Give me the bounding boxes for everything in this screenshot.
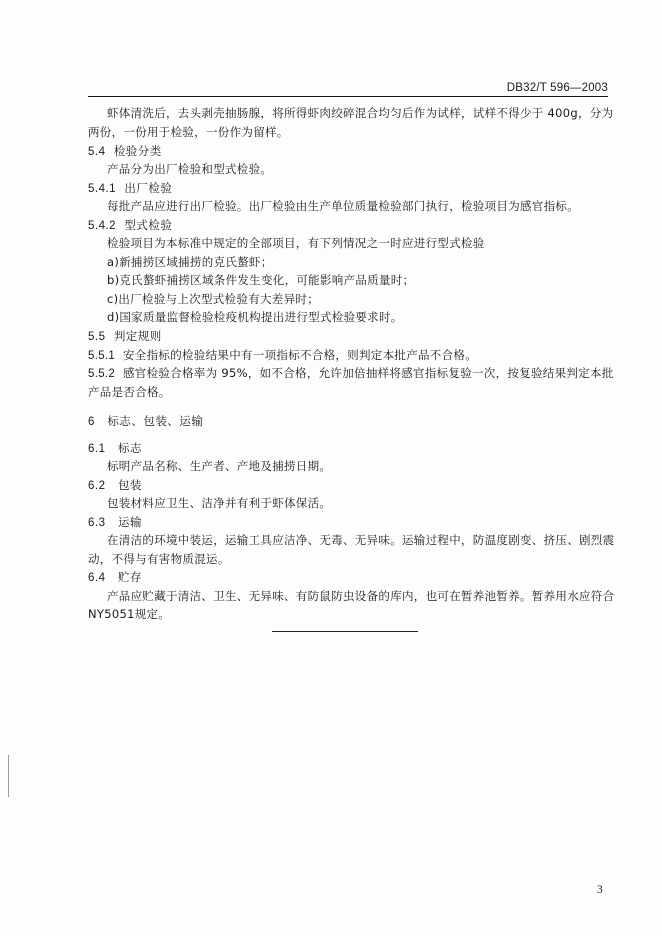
chapter-title: 标志、包装、运输 <box>107 414 204 428</box>
section-number: 6.4 <box>88 572 106 584</box>
section-title: 贮存 <box>117 570 142 584</box>
section-6-4-text-line-1: 产品应贮藏于清洁、卫生、无异味、有防鼠防虫设备的库内，也可在暂养池暂养。暂养用水应符合 <box>107 589 615 603</box>
scan-artifact-line <box>8 755 9 797</box>
section-number: 6.2 <box>88 480 106 492</box>
section-6-4-text-line-2: NY5051规定。 <box>88 607 171 621</box>
list-item-b: b)克氏螯虾捕捞区域条件发生变化，可能影响产品质量时； <box>107 273 415 287</box>
section-title: 标志 <box>117 441 142 455</box>
section-5-5-2-continuation: 产品是否合格。 <box>88 385 171 399</box>
section-5-4-text: 产品分为出厂检验和型式检验。 <box>107 162 273 176</box>
section-5-4-1-text: 每批产品应进行出厂检验。出厂检验由生产单位质量检验部门执行，检验项目为感官指标。 <box>107 199 579 213</box>
section-6-1-text: 标明产品名称、生产者、产地及捕捞日期。 <box>107 459 332 473</box>
section-5-4-2-heading <box>88 217 172 234</box>
section-number: 5.5 <box>88 331 106 343</box>
section-number: 5.4.2 <box>88 220 117 232</box>
section-title: 判定规则 <box>113 329 162 343</box>
section-6-1-heading <box>88 440 142 457</box>
section-5-4-heading <box>88 143 162 160</box>
section-number: 5.5.2 <box>88 368 116 380</box>
section-6-4-heading <box>88 569 142 586</box>
section-number: 6.1 <box>88 443 106 455</box>
section-6-2-heading <box>88 477 142 494</box>
list-item-c: c)出厂检验与上次型式检验有大差异时； <box>107 292 320 306</box>
section-title: 型式检验 <box>124 218 173 232</box>
document-code: DB32/T 596—2003 <box>506 82 608 94</box>
section-title: 出厂检验 <box>124 181 173 195</box>
chapter-number: 6 <box>88 416 95 428</box>
chapter-6-heading <box>88 413 203 430</box>
section-5-5-heading <box>88 328 162 345</box>
section-number: 5.4 <box>88 146 106 158</box>
section-5-5-2 <box>88 365 614 382</box>
section-5-4-2-text: 检验项目为本标准中规定的全部项目，有下列情况之一时应进行型式检验 <box>107 236 485 250</box>
section-5-4-1-heading <box>88 180 172 197</box>
end-of-document-rule <box>272 631 418 632</box>
section-6-3-heading <box>88 514 142 531</box>
section-title: 检验分类 <box>113 144 162 158</box>
list-item-d: d)国家质量监督检验检疫机构提出进行型式检验要求时。 <box>107 310 403 324</box>
section-text: 安全指标的检验结果中有一项指标不合格，则判定本批产品不合格。 <box>123 348 477 362</box>
section-number: 5.5.1 <box>88 350 116 362</box>
section-number: 5.4.1 <box>88 183 117 195</box>
header-rule <box>88 96 608 97</box>
intro-paragraph-line-1: 虾体清洗后，去头剥壳抽肠腺，将所得虾肉绞碎混合均匀后作为试样，试样不得少于 400g，分为 <box>107 106 614 120</box>
intro-paragraph-line-2: 两份，一份用于检验，一份作为留样。 <box>88 125 289 139</box>
section-6-2-text: 包装材料应卫生、洁净并有利于虾体保活。 <box>107 496 332 510</box>
section-text: 感官检验合格率为 95%，如不合格，允许加倍抽样将感官指标复验一次，按复验结果判定本批 <box>123 366 614 380</box>
section-number: 6.3 <box>88 517 106 529</box>
page-number: 3 <box>597 884 603 896</box>
list-item-a: a)新捕捞区域捕捞的克氏螯虾； <box>107 255 273 269</box>
section-title: 运输 <box>117 515 142 529</box>
section-title: 包装 <box>117 478 142 492</box>
section-6-3-text-line-2: 动，不得与有害物质混运。 <box>88 552 230 566</box>
section-5-5-1 <box>88 347 477 364</box>
section-6-3-text-line-1: 在清洁的环境中装运，运输工具应洁净、无毒、无异味。运输过程中，防温度剧变、挤压、剧烈震 <box>107 533 615 547</box>
